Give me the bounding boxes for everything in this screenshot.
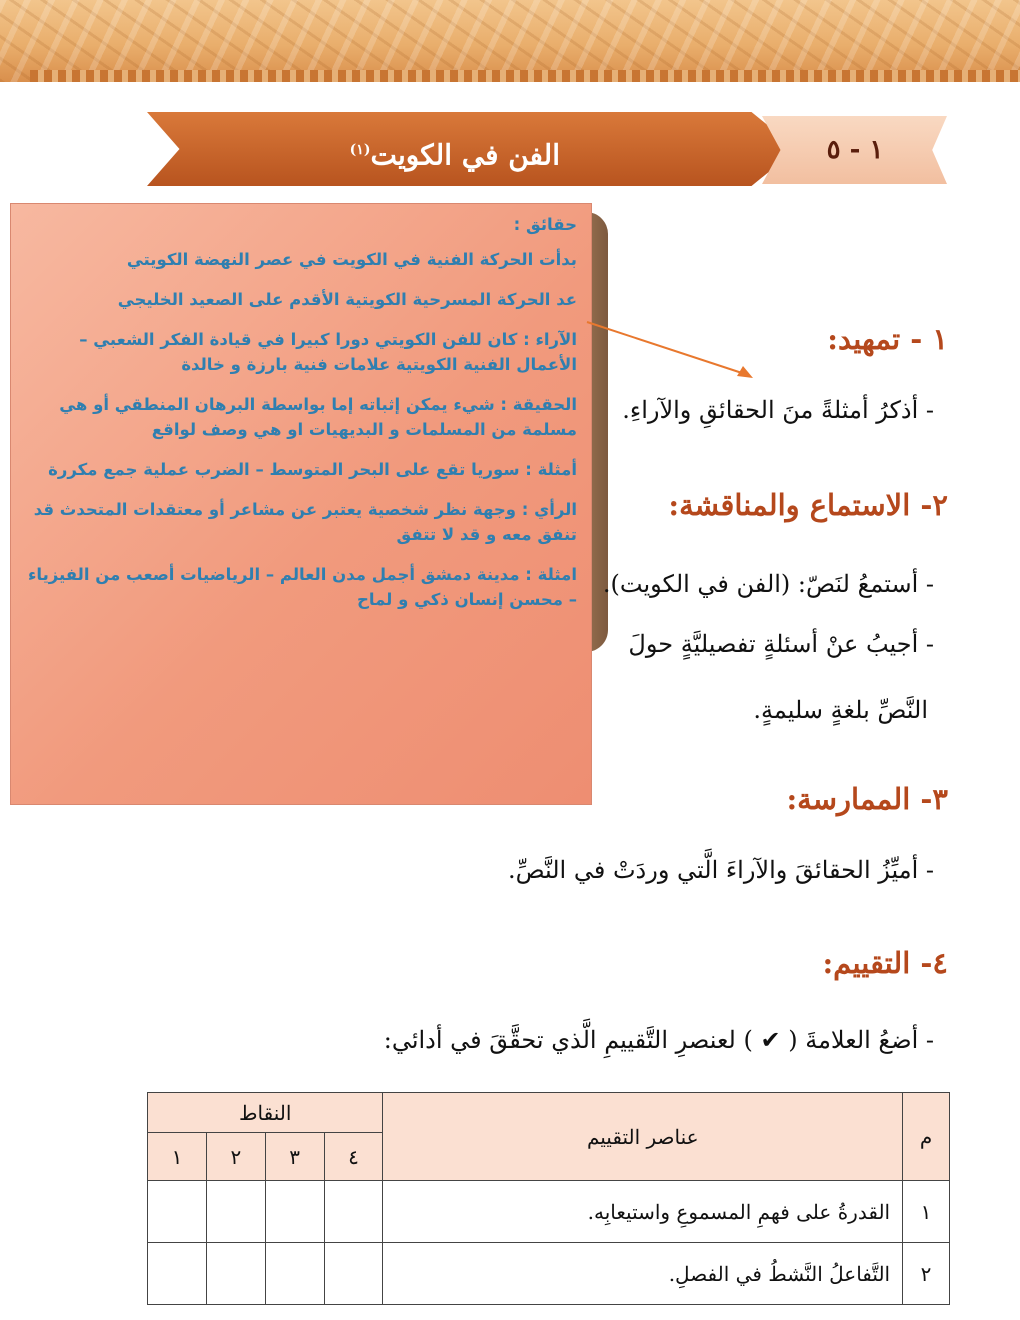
section-intro-text: - أذكرُ أمثلةً منَ الحقائقِ والآراءِ.	[622, 396, 934, 424]
section-evaluation-heading: ٤- التقييم:	[822, 946, 948, 980]
section-practice-text: - أميِّزُ الحقائقَ والآراءَ الَّتي وردَتْ في النَّصِّ.	[507, 856, 934, 884]
score-cell[interactable]	[148, 1243, 207, 1305]
note-paragraph: الحقيقة : شيء يمكن إثباته إما بواسطة البرهان المنطقي أو هي مسلمة من المسلمات و البديهيات او هي وصف لواقع	[59, 395, 577, 439]
row-item: التَّفاعلُ النَّشطُ في الفصلِ.	[383, 1243, 903, 1305]
score-cell[interactable]	[206, 1243, 265, 1305]
section-evaluation-text: - أضعُ العلامةَ ( ✔ ) لعنصرِ التَّقييمِ الَّذي تحقَّقَ في أدائي:	[383, 1026, 934, 1054]
score-cell[interactable]	[148, 1181, 207, 1243]
points-header-4: ٤	[324, 1133, 383, 1181]
section-intro-heading: ١ - تمهيد:	[827, 322, 948, 356]
column-index-header: م	[903, 1093, 950, 1181]
note-paragraph: امثلة : مدينة دمشق أجمل مدن العالم – الرياضيات أصعب من الفيزياء – محسن إنسان ذكي و لماح	[27, 565, 577, 609]
note-paragraph: بدأت الحركة الفنية في الكويت في عصر النهضة الكويتي	[126, 250, 577, 269]
points-header-2: ٢	[206, 1133, 265, 1181]
row-index: ١	[903, 1181, 950, 1243]
lesson-number: ١ - ٥	[826, 135, 884, 165]
score-cell[interactable]	[206, 1181, 265, 1243]
row-item: القدرةُ على فهمِ المسموعِ واستيعابِه.	[383, 1181, 903, 1243]
notes-heading: حقائق :	[513, 215, 577, 234]
column-items-header: عناصر التقييم	[383, 1093, 903, 1181]
table-row	[148, 1243, 950, 1305]
score-cell[interactable]	[324, 1243, 383, 1305]
section-listening-heading: ٢- الاستماع والمناقشة:	[668, 488, 948, 522]
note-paragraph: أمثلة : سوريا تقع على البحر المتوسط – الضرب عملية جمع مكررة	[48, 460, 577, 479]
points-header-1: ١	[148, 1133, 207, 1181]
row-index: ٢	[903, 1243, 950, 1305]
score-cell[interactable]	[324, 1181, 383, 1243]
note-paragraph: عد الحركة المسرحية الكويتية الأقدم على الصعيد الخليجي	[117, 290, 577, 309]
lesson-title	[330, 128, 560, 172]
table-row	[148, 1181, 950, 1243]
section-listening-text-3: النَّصِّ بلغةٍ سليمةٍ.	[753, 696, 928, 724]
column-points-header: النقاط	[148, 1093, 383, 1133]
score-cell[interactable]	[265, 1181, 324, 1243]
notes-box	[10, 203, 592, 805]
title-footnote-marker: (١)	[349, 142, 371, 158]
note-paragraph: الرأي : وجهة نظر شخصية يعتبر عن مشاعر أو معتقدات المتحدث قد تنفق معه و قد لا تتفق	[33, 500, 577, 544]
lesson-title-text: الفن في الكويت	[370, 138, 560, 172]
section-listening-text-2: - أجيبُ عنْ أسئلةٍ تفصيليَّةٍ حولَ	[628, 630, 934, 658]
score-cell[interactable]	[265, 1243, 324, 1305]
note-paragraph: الآراء : كان للفن الكويتي دورا كبيرا في قيادة الفكر الشعبي – الأعمال الفنية الكويتية علامات فنية بارزة و خالدة	[79, 330, 577, 374]
section-practice-heading: ٣- الممارسة:	[786, 782, 948, 816]
section-listening-text-1: - أستمعُ لنَصّ: (الفن في الكويت).	[602, 570, 934, 598]
points-header-3: ٣	[265, 1133, 324, 1181]
pointer-arrow-icon	[585, 318, 765, 388]
banner-border-band	[30, 70, 1020, 82]
evaluation-table	[147, 1092, 950, 1305]
